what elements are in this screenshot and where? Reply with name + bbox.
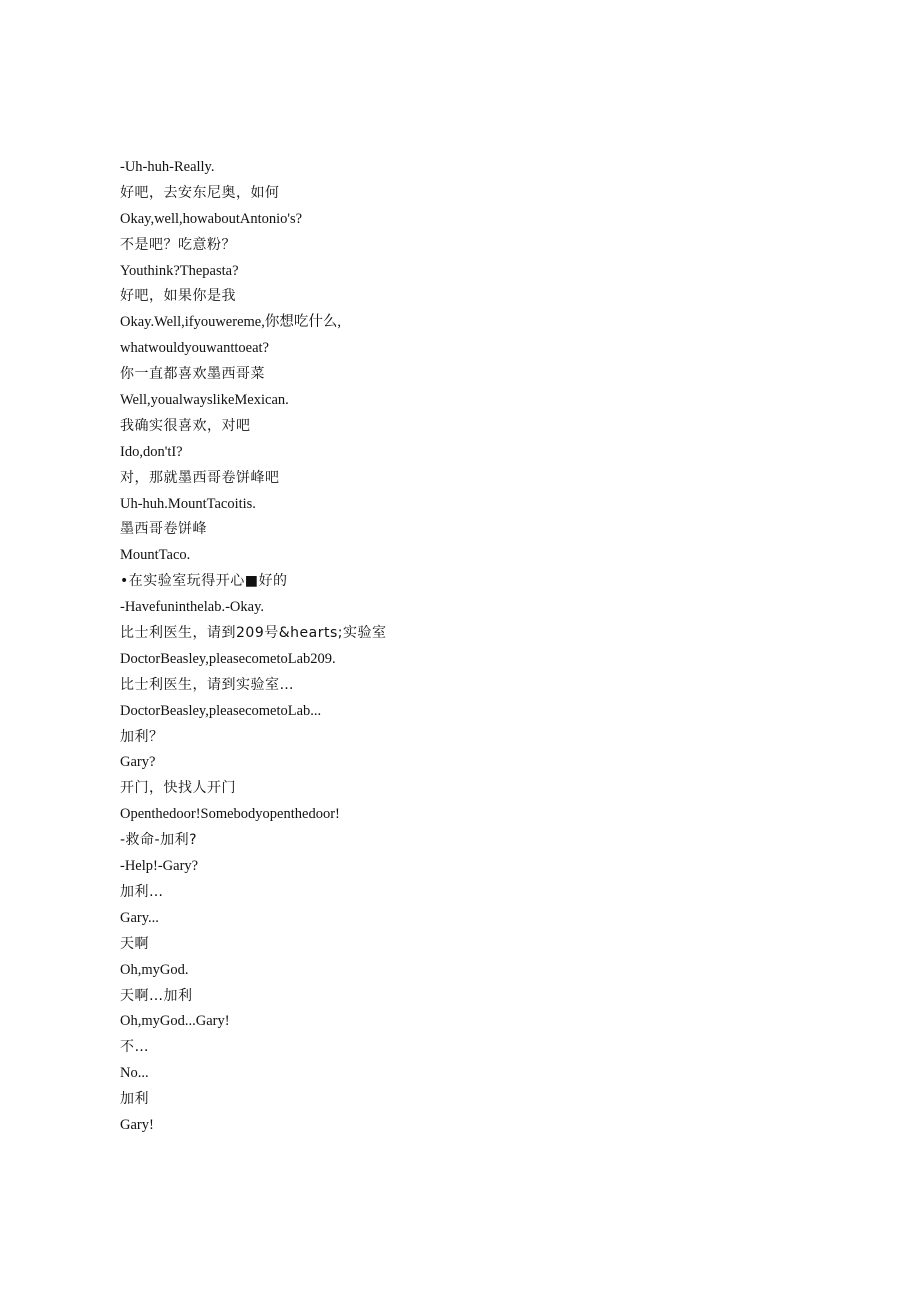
text-line: Okay.Well,ifyouwereme,你想吃什么, <box>120 314 341 331</box>
text-line: 开门，快找人开门 <box>120 780 236 797</box>
text-line: -Help!-Gary? <box>120 858 199 875</box>
text-line: 加利？ <box>120 728 164 745</box>
text-line: 我确实很喜欢，对吧 <box>120 417 251 434</box>
text-line: Ido,don'tI? <box>120 443 183 460</box>
text-line: •在实验室玩得开心■好的 <box>120 573 288 590</box>
text-line: 墨西哥卷饼峰 <box>120 521 207 538</box>
text-line: DoctorBeasley,pleasecometoLab209. <box>120 650 336 667</box>
text-line: Okay,well,howaboutAntonio's? <box>120 210 303 227</box>
text-line: -Uh-huh-Really. <box>120 159 215 175</box>
text-line: 你一直都喜欢墨西哥菜 <box>120 366 265 383</box>
text-line: 比士利医生，请到209号&hearts;实验室 <box>120 625 387 642</box>
text-line: whatwouldyouwanttoeat? <box>120 340 269 357</box>
text-line: 天啊 <box>120 935 149 952</box>
text-line: Gary? <box>120 754 156 771</box>
text-line: 天啊…加利 <box>120 987 193 1004</box>
text-line: Gary! <box>120 1116 154 1133</box>
text-line: 好吧，如果你是我 <box>120 288 236 305</box>
text-line: Well,youalwayslikeMexican. <box>120 392 289 409</box>
text-line: 好吧，去安东尼奥，如何 <box>120 184 280 201</box>
text-line: 对，那就墨西哥卷饼峰吧 <box>120 469 280 486</box>
text-line: 加利 <box>120 1091 149 1108</box>
text-line: Oh,myGod...Gary! <box>120 1013 230 1030</box>
text-line: 加利… <box>120 883 164 900</box>
text-line: 不… <box>120 1039 149 1056</box>
text-line: 比士利医生，请到实验室… <box>120 676 294 693</box>
text-line: -Havefuninthelab.-Okay. <box>120 599 265 616</box>
text-line: DoctorBeasley,pleasecometoLab... <box>120 702 322 719</box>
subtitle-lines <box>120 155 820 1139</box>
text-line: Gary... <box>120 909 159 926</box>
text-line: MountTaco. <box>120 547 191 564</box>
text-line: Oh,myGod. <box>120 961 189 978</box>
text-line: Uh-huh.MountTacoitis. <box>120 495 256 512</box>
text-line: -救命-加利? <box>120 832 198 849</box>
text-line: No... <box>120 1065 149 1082</box>
text-line: 不是吧？吃意粉？ <box>120 236 236 253</box>
text-line: Youthink?Thepasta? <box>120 262 239 279</box>
text-line: Openthedoor!Somebodyopenthedoor! <box>120 806 340 823</box>
